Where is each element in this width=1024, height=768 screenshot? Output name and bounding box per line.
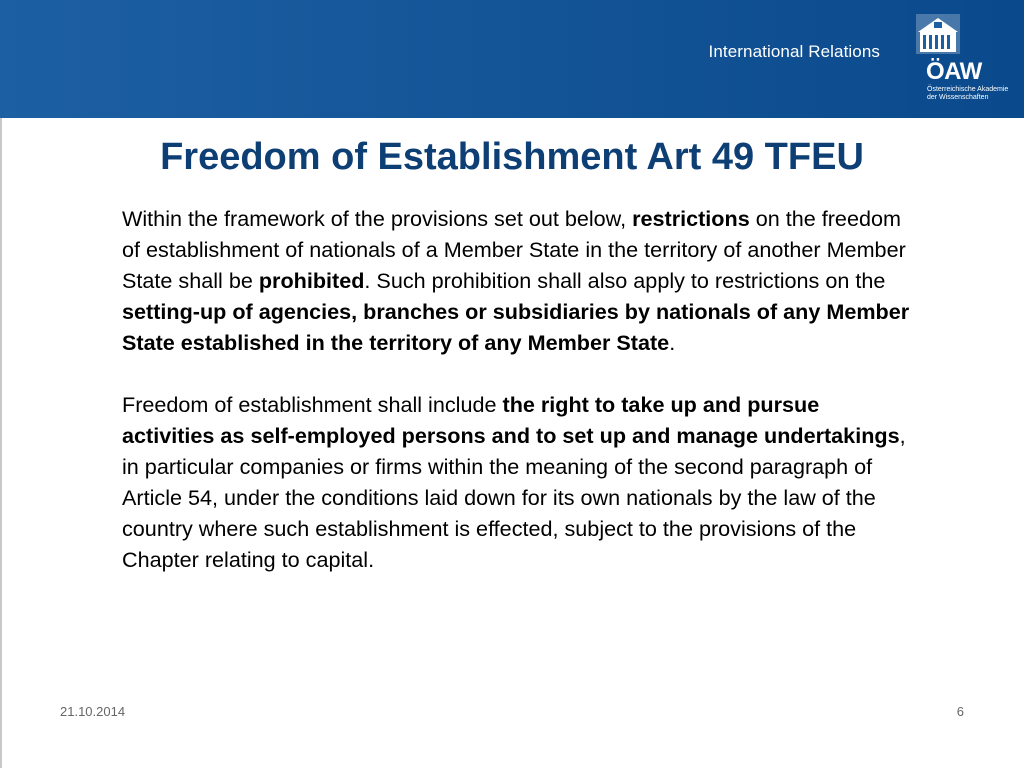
paragraph-1-bold-2: prohibited xyxy=(258,268,365,293)
footer-page-number: 6 xyxy=(956,704,964,719)
logo-subtitle-line2: der Wissenschaften xyxy=(927,94,989,101)
left-border-line xyxy=(0,118,2,768)
paragraph-1-bold-1: restrictions xyxy=(632,206,750,231)
paragraph-1-text-1: Within the framework of the provisions set out below, xyxy=(122,206,633,231)
paragraph-1-text-2: on the freedom of establishment of nationals of a Member State in the territory of another Member State shall be xyxy=(122,206,906,293)
paragraph-1-bold-3: setting-up of agencies, branches or subsidiaries by nationals of any Member State established in the territory of any Member State xyxy=(122,299,910,355)
paragraph-1 xyxy=(122,203,912,358)
logo-wordmark: ÖAW xyxy=(926,58,982,85)
paragraph-2-text-1: Freedom of establishment shall include xyxy=(122,392,503,417)
paragraph-2-text-2: , in particular companies or firms within the meaning of the second paragraph of Article 54, under the conditions laid down for its own nationals by the law of the country where such establishment is effected, subject to the provisions of the Chapter relating to capital. xyxy=(122,423,906,572)
paragraph-1-text-3: . Such prohibition shall also apply to restrictions on the xyxy=(364,268,886,293)
oaw-logo xyxy=(912,14,1010,106)
academy-building-icon xyxy=(916,14,960,54)
paragraph-2 xyxy=(122,389,912,575)
slide-body xyxy=(122,203,912,575)
logo-subtitle xyxy=(927,86,1008,102)
header-band xyxy=(0,0,1024,118)
slide-title: Freedom of Establishment Art 49 TFEU xyxy=(160,136,864,178)
paragraph-2-bold-1: the right to take up and pursue activities as self-employed persons and to set up and manage undertakings xyxy=(122,392,900,448)
header-department: International Relations xyxy=(708,42,880,61)
footer-date: 21.10.2014 xyxy=(60,704,126,719)
paragraph-1-text-4: . xyxy=(669,330,676,355)
logo-subtitle-line1: Österreichische Akademie xyxy=(927,86,1009,93)
